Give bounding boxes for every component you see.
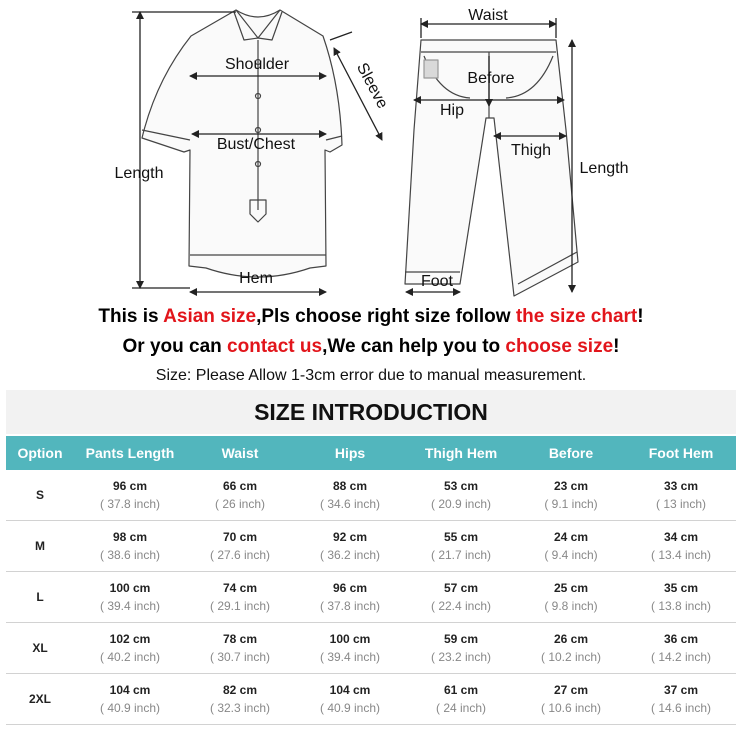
value-inch: ( 37.8 inch) xyxy=(99,497,161,511)
measurement-cell xyxy=(74,623,186,674)
shirt-shoulder-label: Shoulder xyxy=(224,56,290,73)
notice-asian-size xyxy=(0,306,742,328)
measurement-cell xyxy=(294,470,406,521)
table-row xyxy=(6,623,736,674)
value-inch: ( 40.9 inch) xyxy=(319,701,381,715)
measurement-cell xyxy=(74,470,186,521)
value-inch: ( 10.6 inch) xyxy=(540,701,602,715)
value-cm: 25 cm xyxy=(553,581,589,595)
value-cm: 53 cm xyxy=(443,479,479,493)
value-inch: ( 32.3 inch) xyxy=(209,701,271,715)
value-inch: ( 9.4 inch) xyxy=(544,548,598,562)
notice-highlight-asian-size: Asian size xyxy=(163,306,257,327)
notice-highlight-choose-size: choose size xyxy=(505,336,614,357)
value-inch: ( 27.6 inch) xyxy=(209,548,271,562)
value-inch: ( 13 inch) xyxy=(655,497,707,511)
measurement-cell xyxy=(186,572,294,623)
value-inch: ( 36.2 inch) xyxy=(319,548,381,562)
value-inch: ( 39.4 inch) xyxy=(99,599,161,613)
column-header: Waist xyxy=(186,436,294,470)
value-cm: 96 cm xyxy=(112,479,148,493)
measurement-note: Size: Please Allow 1-3cm error due to manual measurement. xyxy=(155,367,587,384)
value-cm: 100 cm xyxy=(329,632,371,646)
measurement-cell xyxy=(626,623,736,674)
value-inch: ( 20.9 inch) xyxy=(430,497,492,511)
value-cm: 78 cm xyxy=(222,632,258,646)
value-cm: 34 cm xyxy=(663,530,699,544)
measurement-cell xyxy=(626,470,736,521)
value-cm: 61 cm xyxy=(443,683,479,697)
notice-text: This is xyxy=(98,306,164,327)
value-cm: 27 cm xyxy=(553,683,589,697)
measurement-cell xyxy=(186,521,294,572)
measurement-cell xyxy=(516,521,626,572)
value-cm: 23 cm xyxy=(553,479,589,493)
column-header: Before xyxy=(516,436,626,470)
value-cm: 24 cm xyxy=(553,530,589,544)
measurement-cell xyxy=(406,572,516,623)
value-cm: 104 cm xyxy=(329,683,371,697)
notice-text: ! xyxy=(637,306,644,327)
value-inch: ( 9.8 inch) xyxy=(544,599,598,613)
value-cm: 82 cm xyxy=(222,683,258,697)
measurement-cell xyxy=(626,674,736,725)
notice-text: ! xyxy=(613,336,620,357)
measurement-cell xyxy=(74,674,186,725)
value-inch: ( 14.6 inch) xyxy=(650,701,712,715)
value-inch: ( 13.8 inch) xyxy=(650,599,712,613)
measurement-cell xyxy=(406,674,516,725)
size-option: XL xyxy=(6,623,74,674)
value-cm: 26 cm xyxy=(553,632,589,646)
measurement-cell xyxy=(186,623,294,674)
shirt-sleeve-label: Sleeve xyxy=(352,60,391,112)
value-inch: ( 30.7 inch) xyxy=(209,650,271,664)
column-header: Hips xyxy=(294,436,406,470)
value-cm: 66 cm xyxy=(222,479,258,493)
measurement-cell xyxy=(626,521,736,572)
size-table-title: SIZE INTRODUCTION xyxy=(6,390,736,434)
column-header: Foot Hem xyxy=(626,436,736,470)
measurement-cell xyxy=(516,623,626,674)
notice-highlight-size-chart: the size chart xyxy=(515,306,638,327)
shirt-length-label: Length xyxy=(114,165,164,182)
measurement-cell xyxy=(186,674,294,725)
size-option: 2XL xyxy=(6,674,74,725)
value-cm: 33 cm xyxy=(663,479,699,493)
pants-hip-label: Hip xyxy=(439,102,465,119)
pants-thigh-label: Thigh xyxy=(510,142,552,159)
value-cm: 92 cm xyxy=(332,530,368,544)
measurement-cell xyxy=(294,623,406,674)
value-cm: 98 cm xyxy=(112,530,148,544)
value-inch: ( 21.7 inch) xyxy=(430,548,492,562)
size-option: S xyxy=(6,470,74,521)
measurement-cell xyxy=(74,572,186,623)
table-row xyxy=(6,470,736,521)
notice-highlight-contact-us: contact us xyxy=(227,336,323,357)
size-table-header xyxy=(6,436,736,470)
value-cm: 74 cm xyxy=(222,581,258,595)
value-cm: 37 cm xyxy=(663,683,699,697)
value-inch: ( 40.2 inch) xyxy=(99,650,161,664)
table-row xyxy=(6,674,736,725)
column-header: Option xyxy=(6,436,74,470)
value-cm: 96 cm xyxy=(332,581,368,595)
measurement-cell xyxy=(294,521,406,572)
measurement-cell xyxy=(186,470,294,521)
value-cm: 70 cm xyxy=(222,530,258,544)
measurement-cell xyxy=(516,674,626,725)
table-row xyxy=(6,521,736,572)
measurement-cell xyxy=(294,572,406,623)
column-header: Pants Length xyxy=(74,436,186,470)
shirt-bust-label: Bust/Chest xyxy=(216,136,296,153)
value-cm: 55 cm xyxy=(443,530,479,544)
measurement-cell xyxy=(516,470,626,521)
measurement-cell xyxy=(406,521,516,572)
size-option: L xyxy=(6,572,74,623)
value-cm: 35 cm xyxy=(663,581,699,595)
column-header: Thigh Hem xyxy=(406,436,516,470)
measurement-cell xyxy=(406,470,516,521)
pants-length-label: Length xyxy=(579,160,629,177)
pants-waist-label: Waist xyxy=(468,7,508,24)
measurement-diagram xyxy=(0,0,742,300)
value-cm: 104 cm xyxy=(109,683,151,697)
measurement-illustration xyxy=(0,0,742,300)
shirt-hem-label: Hem xyxy=(239,270,273,287)
measurement-cell xyxy=(626,572,736,623)
value-inch: ( 22.4 inch) xyxy=(430,599,492,613)
value-inch: ( 9.1 inch) xyxy=(544,497,598,511)
notice-text: Or you can xyxy=(122,336,228,357)
value-cm: 88 cm xyxy=(332,479,368,493)
value-inch: ( 39.4 inch) xyxy=(319,650,381,664)
value-cm: 100 cm xyxy=(109,581,151,595)
value-cm: 59 cm xyxy=(443,632,479,646)
measurement-cell xyxy=(74,521,186,572)
value-inch: ( 29.1 inch) xyxy=(209,599,271,613)
value-cm: 36 cm xyxy=(663,632,699,646)
value-inch: ( 37.8 inch) xyxy=(319,599,381,613)
value-inch: ( 24 inch) xyxy=(435,701,487,715)
pants-foot-label: Foot xyxy=(420,273,454,290)
notice-text: ,Pls choose right size follow xyxy=(256,306,516,327)
value-cm: 102 cm xyxy=(109,632,151,646)
size-option: M xyxy=(6,521,74,572)
value-inch: ( 26 inch) xyxy=(214,497,266,511)
measurement-cell xyxy=(406,623,516,674)
table-row xyxy=(6,572,736,623)
value-inch: ( 13.4 inch) xyxy=(650,548,712,562)
value-cm: 57 cm xyxy=(443,581,479,595)
pants-before-label: Before xyxy=(467,70,515,87)
measurement-cell xyxy=(516,572,626,623)
value-inch: ( 14.2 inch) xyxy=(650,650,712,664)
value-inch: ( 34.6 inch) xyxy=(319,497,381,511)
size-table xyxy=(6,436,736,725)
value-inch: ( 23.2 inch) xyxy=(430,650,492,664)
notice-contact xyxy=(0,336,742,358)
measurement-cell xyxy=(294,674,406,725)
value-inch: ( 10.2 inch) xyxy=(540,650,602,664)
value-inch: ( 40.9 inch) xyxy=(99,701,161,715)
value-inch: ( 38.6 inch) xyxy=(99,548,161,562)
notice-text: ,We can help you to xyxy=(322,336,506,357)
